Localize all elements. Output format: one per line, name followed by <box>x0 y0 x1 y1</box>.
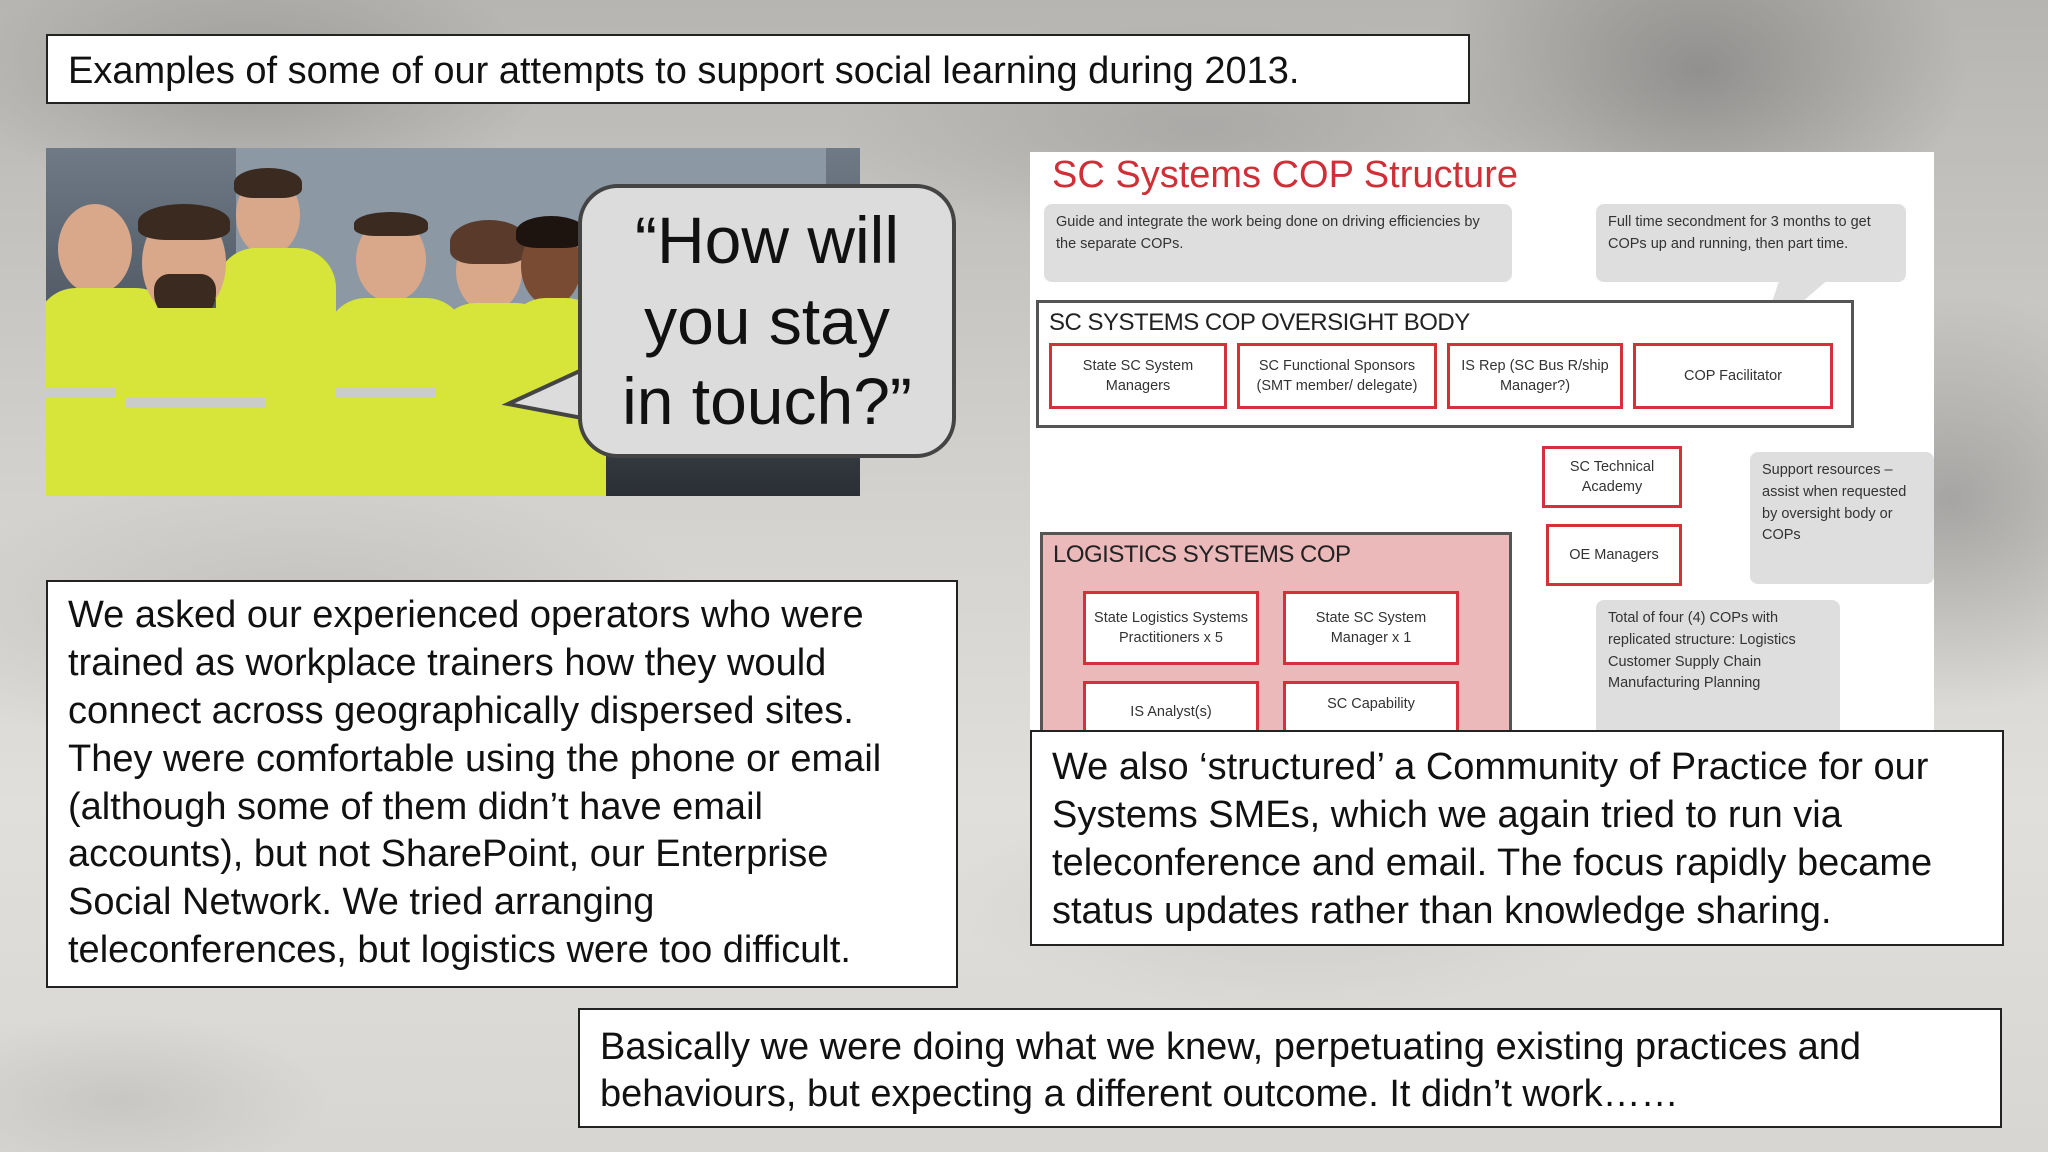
chart-title: SC Systems COP Structure <box>1052 154 1518 196</box>
slide-title: Examples of some of our attempts to support social learning during 2013. <box>46 34 1470 104</box>
support-box-oe: OE Managers <box>1546 524 1682 586</box>
oversight-body-panel <box>1036 300 1854 428</box>
logistics-box-4: SC Capability <box>1283 681 1459 730</box>
oversight-box-1: State SC System Managers <box>1049 343 1227 409</box>
callout-total: Total of four (4) COPs with replicated structure: Logistics Customer Supply Chain Manufacturing Planning <box>1596 600 1840 730</box>
cop-structure-chart <box>1030 152 1934 730</box>
conclusion-textbox: Basically we were doing what we knew, perpetuating existing practices and behaviours, but expecting a different outcome. It didn’t work…… <box>578 1008 2002 1128</box>
callout-secondment: Full time secondment for 3 months to get COPs up and running, then part time. <box>1596 204 1906 282</box>
callout-guide: Guide and integrate the work being done on driving efficiencies by the separate COPs. <box>1044 204 1512 282</box>
oversight-box-2: SC Functional Sponsors (SMT member/ delegate) <box>1237 343 1437 409</box>
logistics-box-3: IS Analyst(s) <box>1083 681 1259 730</box>
support-box-academy: SC Technical Academy <box>1542 446 1682 508</box>
logistics-box-1: State Logistics Systems Practitioners x 5 <box>1083 591 1259 665</box>
oversight-box-3: IS Rep (SC Bus R/ship Manager?) <box>1447 343 1623 409</box>
logistics-cop-panel <box>1040 532 1512 730</box>
cop-textbox: We also ‘structured’ a Community of Practice for our Systems SMEs, which we again tried to run via teleconference and email. The focus rapidly became status updates rather than knowledge sharing. <box>1030 730 2004 946</box>
speech-bubble <box>578 184 956 458</box>
callout-support: Support resources – assist when requested by oversight body or COPs <box>1750 452 1934 584</box>
operators-textbox: We asked our experienced operators who were trained as workplace trainers how they would connect across geographically dispersed sites. They were comfortable using the phone or email (although some of them didn’t have email accounts), but not SharePoint, our Enterprise Social Network. We tried arranging teleconferences, but logistics were too difficult. <box>46 580 958 988</box>
speech-bubble-tail <box>500 360 590 430</box>
oversight-body-title: SC SYSTEMS COP OVERSIGHT BODY <box>1049 309 1470 336</box>
logistics-box-2: State SC System Manager x 1 <box>1283 591 1459 665</box>
logistics-cop-title: LOGISTICS SYSTEMS COP <box>1053 541 1351 568</box>
oversight-box-4: COP Facilitator <box>1633 343 1833 409</box>
speech-bubble-text: “How will you stay in touch?” <box>622 203 912 439</box>
